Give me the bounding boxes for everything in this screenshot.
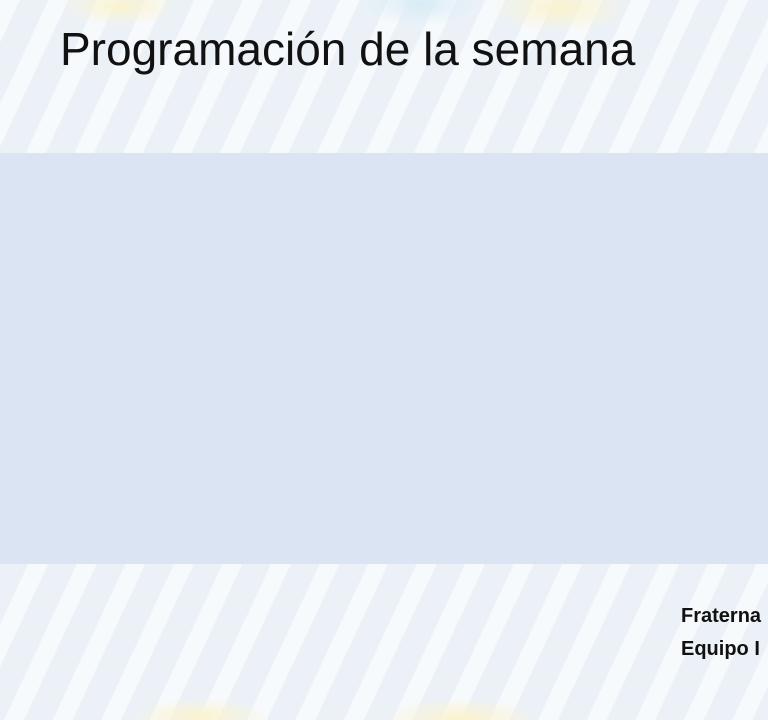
footer-line-2: Equipo I — [681, 638, 760, 660]
footer-line-1: Fraterna — [681, 605, 762, 627]
schedule-table — [0, 153, 768, 564]
page-title: Programación de la semana — [60, 23, 636, 75]
